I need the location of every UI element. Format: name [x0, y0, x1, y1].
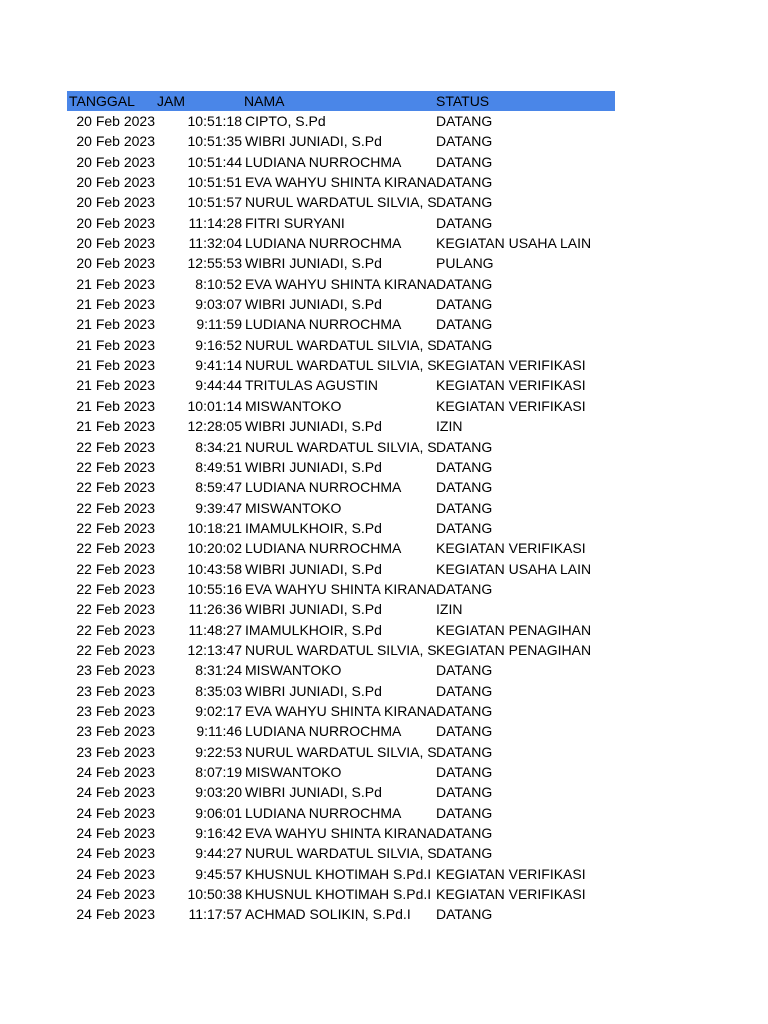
cell-nama: EVA WAHYU SHINTA KIRANA [245, 275, 437, 292]
table-row [67, 782, 615, 802]
table-row [67, 437, 615, 457]
table-row [67, 213, 615, 233]
cell-nama: EVA WAHYU SHINTA KIRANA [245, 580, 437, 597]
table-row [67, 111, 615, 131]
cell-tanggal: 22 Feb 2023 [76, 601, 155, 618]
cell-tanggal: 21 Feb 2023 [76, 336, 155, 353]
cell-jam: 11:32:04 [188, 235, 242, 252]
cell-nama: WIBRI JUNIADI, S.Pd [245, 601, 382, 618]
cell-jam: 12:13:47 [187, 641, 242, 658]
cell-status: DATANG [436, 764, 493, 780]
table-row [67, 355, 615, 375]
cell-status: DATANG [436, 580, 493, 597]
table-row [67, 253, 615, 273]
cell-jam: 9:22:53 [195, 743, 242, 760]
cell-nama: MISWANTOKO [245, 397, 342, 414]
cell-status: DATANG [436, 804, 493, 821]
cell-jam: 12:55:53 [187, 255, 242, 272]
cell-jam: 9:16:42 [195, 825, 242, 842]
cell-jam: 10:51:35 [187, 133, 242, 150]
cell-jam: 10:43:58 [187, 560, 242, 577]
table-row [67, 681, 615, 701]
cell-tanggal: 24 Feb 2023 [76, 784, 155, 801]
cell-jam: 11:17:57 [188, 906, 242, 923]
cell-tanggal: 23 Feb 2023 [76, 743, 155, 760]
table-row [67, 152, 615, 172]
table-row [67, 416, 615, 436]
cell-jam: 10:55:16 [187, 580, 242, 597]
cell-status: DATANG [436, 519, 493, 536]
cell-status: DATANG [436, 662, 493, 679]
cell-jam: 8:07:19 [195, 764, 242, 780]
cell-tanggal: 20 Feb 2023 [76, 133, 155, 150]
cell-status: DATANG [436, 275, 493, 292]
table-row [67, 762, 615, 782]
cell-nama: LUDIANA NURROCHMA [245, 723, 402, 740]
cell-tanggal: 20 Feb 2023 [76, 194, 155, 211]
cell-status: PULANG [436, 255, 494, 272]
cell-status: DATANG [436, 906, 493, 923]
table-row [67, 375, 615, 395]
table-row [67, 396, 615, 416]
cell-tanggal: 22 Feb 2023 [76, 540, 155, 557]
cell-tanggal: 21 Feb 2023 [76, 316, 155, 333]
cell-status: DATANG [436, 682, 493, 699]
cell-jam: 10:20:02 [187, 540, 242, 557]
cell-jam: 10:50:38 [187, 886, 242, 903]
cell-nama: MISWANTOKO [245, 499, 342, 516]
cell-status: DATANG [436, 153, 493, 170]
cell-tanggal: 20 Feb 2023 [76, 113, 155, 129]
cell-nama: TRITULAS AGUSTIN [245, 377, 379, 394]
cell-nama: NURUL WARDATUL SILVIA, S [245, 194, 437, 211]
cell-jam: 11:14:28 [188, 214, 242, 231]
cell-nama: LUDIANA NURROCHMA [245, 153, 402, 170]
cell-jam: 9:44:44 [195, 377, 242, 394]
cell-tanggal: 23 Feb 2023 [76, 682, 155, 699]
cell-jam: 10:51:51 [187, 174, 242, 191]
cell-jam: 12:28:05 [187, 418, 242, 435]
cell-nama: LUDIANA NURROCHMA [245, 540, 402, 557]
cell-tanggal: 20 Feb 2023 [76, 235, 155, 252]
cell-status: DATANG [436, 113, 493, 129]
table-row [67, 559, 615, 579]
cell-tanggal: 24 Feb 2023 [76, 906, 155, 923]
cell-jam: 9:44:27 [195, 845, 242, 862]
cell-status: IZIN [436, 418, 463, 435]
table-row [67, 823, 615, 843]
cell-status: DATANG [436, 458, 493, 475]
cell-nama: NURUL WARDATUL SILVIA, S [245, 641, 437, 658]
cell-status: DATANG [436, 316, 493, 333]
cell-nama: WIBRI JUNIADI, S.Pd [245, 560, 382, 577]
cell-nama: LUDIANA NURROCHMA [245, 316, 402, 333]
cell-nama: WIBRI JUNIADI, S.Pd [245, 458, 382, 475]
cell-tanggal: 20 Feb 2023 [76, 255, 155, 272]
cell-status: KEGIATAN VERIFIKASI [436, 357, 586, 374]
cell-tanggal: 20 Feb 2023 [76, 214, 155, 231]
table-row [67, 579, 615, 599]
cell-tanggal: 22 Feb 2023 [76, 560, 155, 577]
header-nama: NAMA [244, 93, 285, 109]
table-row [67, 192, 615, 212]
cell-status: DATANG [436, 133, 493, 150]
cell-jam: 8:31:24 [195, 662, 242, 679]
cell-tanggal: 22 Feb 2023 [76, 519, 155, 536]
cell-tanggal: 21 Feb 2023 [76, 296, 155, 313]
cell-jam: 8:35:03 [195, 682, 242, 699]
cell-nama: CIPTO, S.Pd [245, 113, 326, 129]
table-body [67, 111, 615, 925]
table-row [67, 233, 615, 253]
cell-nama: LUDIANA NURROCHMA [245, 804, 402, 821]
cell-nama: WIBRI JUNIADI, S.Pd [245, 255, 382, 272]
cell-tanggal: 20 Feb 2023 [76, 153, 155, 170]
cell-nama: LUDIANA NURROCHMA [245, 235, 402, 252]
cell-jam: 9:45:57 [195, 865, 242, 882]
table-row [67, 314, 615, 334]
cell-nama: LUDIANA NURROCHMA [245, 479, 402, 496]
table-row [67, 477, 615, 497]
cell-jam: 9:03:07 [195, 296, 242, 313]
cell-tanggal: 23 Feb 2023 [76, 723, 155, 740]
table-row [67, 498, 615, 518]
attendance-sheet [67, 91, 615, 925]
cell-nama: MISWANTOKO [245, 764, 342, 780]
cell-tanggal: 23 Feb 2023 [76, 662, 155, 679]
cell-tanggal: 20 Feb 2023 [76, 174, 155, 191]
cell-nama: NURUL WARDATUL SILVIA, S [245, 336, 437, 353]
cell-nama: NURUL WARDATUL SILVIA, S [245, 845, 437, 862]
cell-jam: 10:51:57 [187, 194, 242, 211]
table-row [67, 518, 615, 538]
cell-nama: WIBRI JUNIADI, S.Pd [245, 418, 382, 435]
cell-status: DATANG [436, 438, 493, 455]
cell-status: DATANG [436, 214, 493, 231]
cell-jam: 10:51:44 [187, 153, 242, 170]
cell-nama: KHUSNUL KHOTIMAH S.Pd.I [245, 865, 432, 882]
cell-status: DATANG [436, 499, 493, 516]
cell-tanggal: 22 Feb 2023 [76, 438, 155, 455]
cell-tanggal: 22 Feb 2023 [76, 641, 155, 658]
cell-status: KEGIATAN PENAGIHAN [436, 641, 592, 658]
table-row [67, 864, 615, 884]
cell-status: KEGIATAN USAHA LAIN [436, 560, 592, 577]
cell-jam: 9:41:14 [195, 357, 242, 374]
cell-jam: 10:51:18 [187, 113, 242, 129]
cell-nama: IMAMULKHOIR, S.Pd [245, 621, 382, 638]
cell-nama: MISWANTOKO [245, 662, 342, 679]
table-row [67, 884, 615, 904]
cell-status: DATANG [436, 723, 493, 740]
cell-nama: WIBRI JUNIADI, S.Pd [245, 133, 382, 150]
cell-status: DATANG [436, 336, 493, 353]
cell-tanggal: 21 Feb 2023 [76, 275, 155, 292]
cell-tanggal: 24 Feb 2023 [76, 764, 155, 780]
cell-tanggal: 22 Feb 2023 [76, 621, 155, 638]
cell-nama: NURUL WARDATUL SILVIA, S [245, 438, 437, 455]
cell-tanggal: 21 Feb 2023 [76, 397, 155, 414]
cell-jam: 9:02:17 [195, 702, 242, 719]
cell-status: KEGIATAN USAHA LAIN [436, 235, 592, 252]
cell-jam: 8:10:52 [195, 275, 242, 292]
cell-jam: 8:59:47 [195, 479, 242, 496]
cell-jam: 9:03:20 [195, 784, 242, 801]
cell-tanggal: 24 Feb 2023 [76, 886, 155, 903]
table-row [67, 599, 615, 619]
table-row [67, 721, 615, 741]
cell-status: DATANG [436, 174, 493, 191]
table-row [67, 803, 615, 823]
cell-status: DATANG [436, 194, 493, 211]
cell-nama: ACHMAD SOLIKIN, S.Pd.I [245, 906, 411, 923]
cell-jam: 11:48:27 [188, 621, 242, 638]
table-row [67, 640, 615, 660]
table-row [67, 294, 615, 314]
table-row [67, 131, 615, 151]
cell-tanggal: 24 Feb 2023 [76, 865, 155, 882]
cell-status: DATANG [436, 784, 493, 801]
cell-tanggal: 22 Feb 2023 [76, 499, 155, 516]
table-row [67, 701, 615, 721]
table-row [67, 904, 615, 924]
cell-nama: EVA WAHYU SHINTA KIRANA [245, 174, 437, 191]
cell-tanggal: 24 Feb 2023 [76, 845, 155, 862]
header-row [67, 91, 615, 111]
cell-nama: WIBRI JUNIADI, S.Pd [245, 784, 382, 801]
header-status: STATUS [436, 93, 490, 109]
table-row [67, 660, 615, 680]
cell-status: KEGIATAN VERIFIKASI [436, 397, 586, 414]
cell-tanggal: 22 Feb 2023 [76, 479, 155, 496]
cell-jam: 9:06:01 [195, 804, 242, 821]
cell-tanggal: 23 Feb 2023 [76, 702, 155, 719]
cell-status: KEGIATAN PENAGIHAN [436, 621, 592, 638]
cell-jam: 9:11:59 [196, 316, 242, 333]
cell-jam: 9:39:47 [195, 499, 242, 516]
cell-jam: 10:01:14 [187, 397, 242, 414]
cell-nama: KHUSNUL KHOTIMAH S.Pd.I [245, 886, 432, 903]
cell-status: KEGIATAN VERIFIKASI [436, 886, 586, 903]
cell-jam: 10:18:21 [187, 519, 242, 536]
cell-jam: 9:11:46 [196, 723, 242, 740]
table-row [67, 538, 615, 558]
cell-status: IZIN [436, 601, 463, 618]
cell-nama: WIBRI JUNIADI, S.Pd [245, 296, 382, 313]
cell-nama: NURUL WARDATUL SILVIA, S [245, 357, 437, 374]
cell-status: DATANG [436, 479, 493, 496]
cell-status: KEGIATAN VERIFIKASI [436, 865, 586, 882]
table-row [67, 620, 615, 640]
cell-tanggal: 21 Feb 2023 [76, 377, 155, 394]
header-jam: JAM [157, 93, 185, 109]
cell-nama: FITRI SURYANI [245, 214, 345, 231]
cell-tanggal: 21 Feb 2023 [76, 418, 155, 435]
cell-jam: 8:34:21 [195, 438, 242, 455]
header-tanggal: TANGGAL [69, 93, 135, 109]
cell-nama: IMAMULKHOIR, S.Pd [245, 519, 382, 536]
cell-status: KEGIATAN VERIFIKASI [436, 540, 586, 557]
cell-tanggal: 22 Feb 2023 [76, 458, 155, 475]
table-row [67, 274, 615, 294]
cell-jam: 8:49:51 [195, 458, 242, 475]
cell-status: DATANG [436, 702, 493, 719]
cell-status: DATANG [436, 296, 493, 313]
cell-tanggal: 24 Feb 2023 [76, 825, 155, 842]
table-row [67, 172, 615, 192]
table-row [67, 843, 615, 863]
cell-nama: EVA WAHYU SHINTA KIRANA [245, 825, 437, 842]
table-row [67, 742, 615, 762]
cell-jam: 9:16:52 [195, 336, 242, 353]
cell-tanggal: 21 Feb 2023 [76, 357, 155, 374]
table-row [67, 457, 615, 477]
cell-nama: WIBRI JUNIADI, S.Pd [245, 682, 382, 699]
cell-nama: EVA WAHYU SHINTA KIRANA [245, 702, 437, 719]
table-row [67, 335, 615, 355]
cell-nama: NURUL WARDATUL SILVIA, S [245, 743, 437, 760]
cell-status: DATANG [436, 825, 493, 842]
cell-status: DATANG [436, 743, 493, 760]
cell-tanggal: 24 Feb 2023 [76, 804, 155, 821]
cell-tanggal: 22 Feb 2023 [76, 580, 155, 597]
cell-jam: 11:26:36 [188, 601, 242, 618]
cell-status: KEGIATAN VERIFIKASI [436, 377, 586, 394]
cell-status: DATANG [436, 845, 493, 862]
